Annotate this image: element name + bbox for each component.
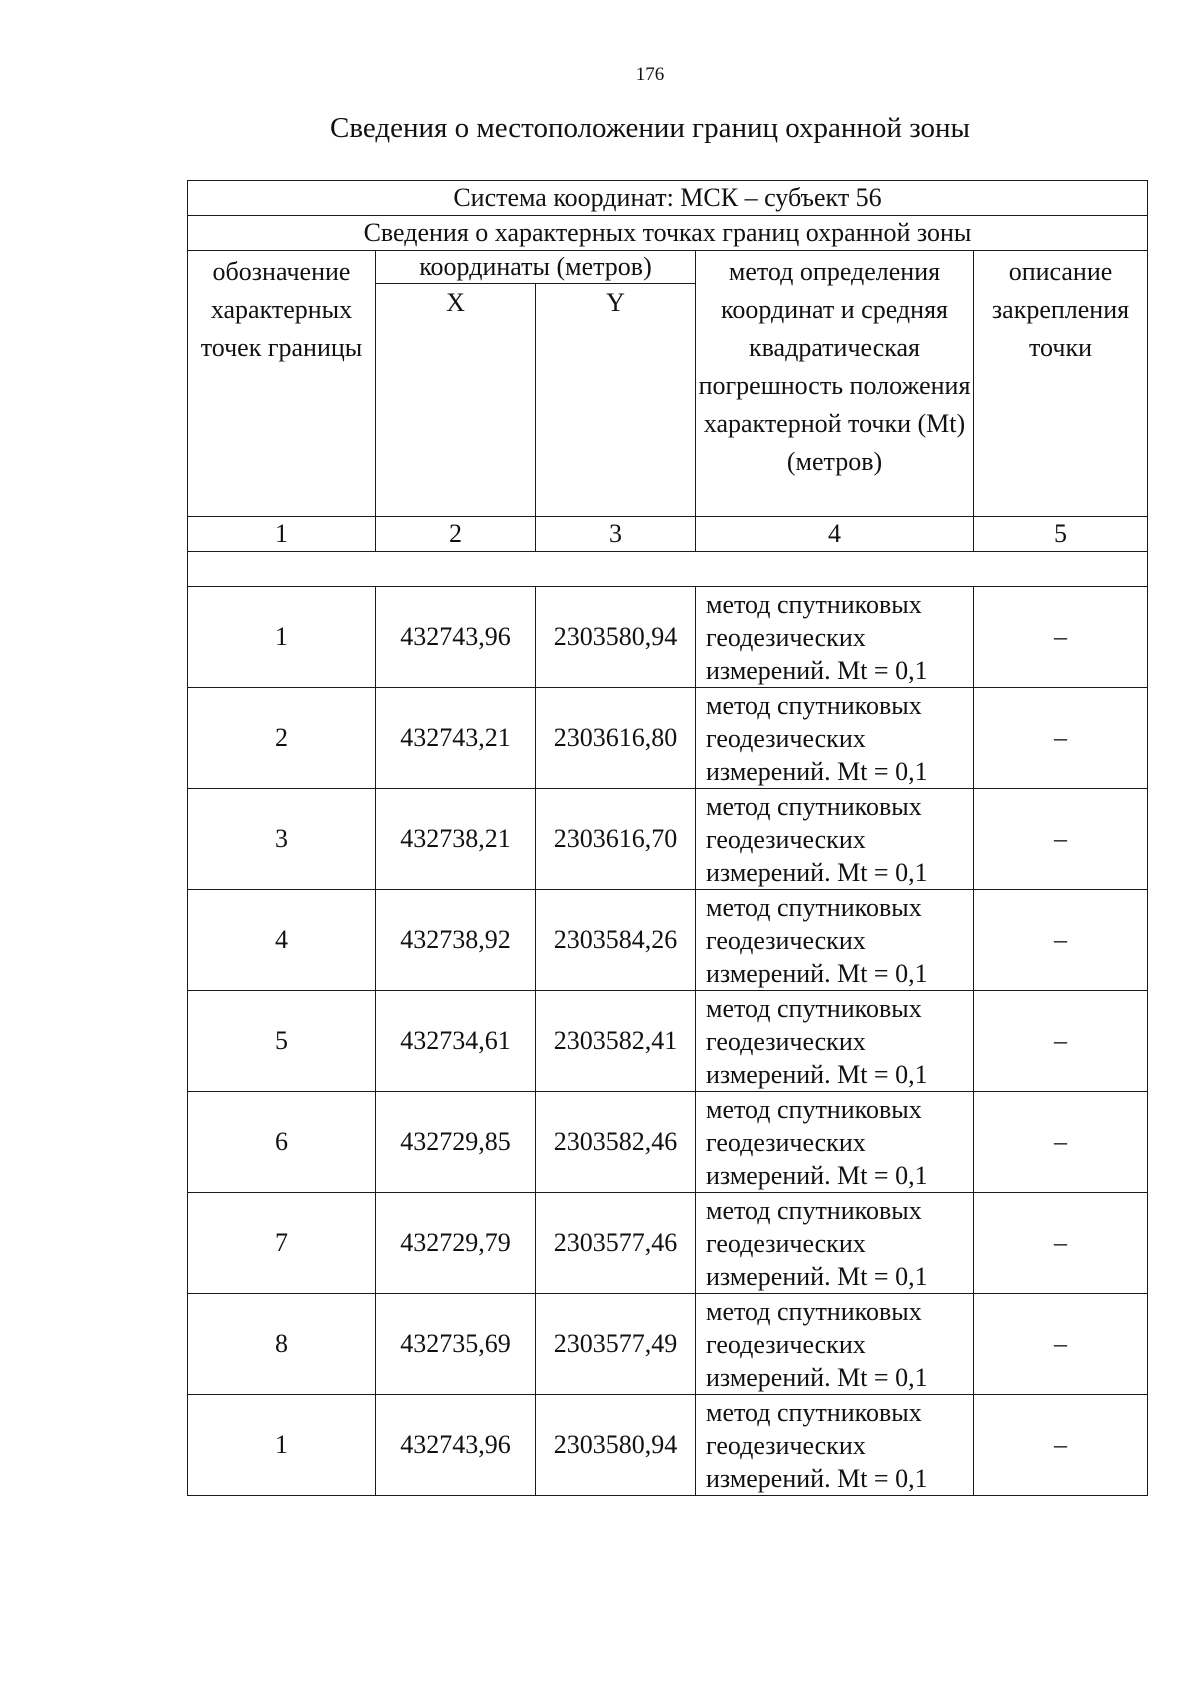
cell-description: – (974, 688, 1148, 789)
cell-point: 2 (188, 688, 376, 789)
cell-description: – (974, 991, 1148, 1092)
table-row (188, 1193, 1148, 1294)
column-number: 4 (696, 517, 974, 552)
column-number-row (188, 517, 1148, 552)
cell-description: – (974, 1294, 1148, 1395)
cell-y: 2303582,41 (536, 991, 696, 1092)
cell-description: – (974, 1193, 1148, 1294)
table-row (188, 688, 1148, 789)
table-row (188, 789, 1148, 890)
cell-y: 2303582,46 (536, 1092, 696, 1193)
cell-method: метод спутниковых геодезических измерений. Mt = 0,1 (696, 1294, 974, 1395)
cell-description: – (974, 587, 1148, 688)
header-method: метод определения координат и средняя квадратическая погрешность положения характерной точки (Mt) (метров) (696, 251, 974, 517)
table-row (188, 587, 1148, 688)
page-number: 176 (635, 64, 665, 85)
column-number: 1 (188, 517, 376, 552)
header-description: описание закрепления точки (974, 251, 1148, 517)
column-number: 2 (376, 517, 536, 552)
cell-x: 432738,92 (376, 890, 536, 991)
cell-point: 3 (188, 789, 376, 890)
header-y: Y (536, 284, 696, 517)
cell-point: 1 (188, 587, 376, 688)
cell-description: – (974, 1395, 1148, 1496)
cell-y: 2303580,94 (536, 1395, 696, 1496)
cell-method: метод спутниковых геодезических измерений. Mt = 0,1 (696, 1092, 974, 1193)
table-row (188, 1395, 1148, 1496)
cell-x: 432738,21 (376, 789, 536, 890)
section-title-row (188, 216, 1148, 251)
cell-point: 5 (188, 991, 376, 1092)
cell-point: 4 (188, 890, 376, 991)
cell-y: 2303584,26 (536, 890, 696, 991)
cell-x: 432729,79 (376, 1193, 536, 1294)
cell-y: 2303580,94 (536, 587, 696, 688)
cell-method: метод спутниковых геодезических измерений. Mt = 0,1 (696, 991, 974, 1092)
empty-row (188, 552, 1148, 587)
column-number: 3 (536, 517, 696, 552)
header-row (188, 251, 1148, 284)
boundary-points-table (187, 180, 1148, 1496)
table-row (188, 890, 1148, 991)
page-title: Сведения о местоположении границ охранной зоны (329, 112, 970, 144)
cell-x: 432743,21 (376, 688, 536, 789)
header-x: X (376, 284, 536, 517)
column-number: 5 (974, 517, 1148, 552)
cell-x: 432743,96 (376, 587, 536, 688)
cell-y: 2303616,70 (536, 789, 696, 890)
table-row (188, 991, 1148, 1092)
cell-y: 2303577,46 (536, 1193, 696, 1294)
section-title: Сведения о характерных точках границ охранной зоны (188, 216, 1148, 251)
cell-y: 2303577,49 (536, 1294, 696, 1395)
cell-method: метод спутниковых геодезических измерений. Mt = 0,1 (696, 1395, 974, 1496)
cell-y: 2303616,80 (536, 688, 696, 789)
table-body (188, 587, 1148, 1496)
cell-method: метод спутниковых геодезических измерений. Mt = 0,1 (696, 587, 974, 688)
cell-point: 1 (188, 1395, 376, 1496)
cell-description: – (974, 1092, 1148, 1193)
cell-point: 7 (188, 1193, 376, 1294)
coordinate-system: Система координат: МСК – субъект 56 (188, 181, 1148, 216)
table-row (188, 1092, 1148, 1193)
cell-point: 8 (188, 1294, 376, 1395)
header-designation: обозначение характерных точек границы (188, 251, 376, 517)
header-coordinates: координаты (метров) (376, 251, 696, 284)
cell-x: 432729,85 (376, 1092, 536, 1193)
cell-description: – (974, 789, 1148, 890)
empty-cell (188, 552, 1148, 587)
cell-x: 432734,61 (376, 991, 536, 1092)
cell-method: метод спутниковых геодезических измерений. Mt = 0,1 (696, 789, 974, 890)
cell-point: 6 (188, 1092, 376, 1193)
table-row (188, 1294, 1148, 1395)
cell-x: 432743,96 (376, 1395, 536, 1496)
cell-method: метод спутниковых геодезических измерений. Mt = 0,1 (696, 688, 974, 789)
cell-method: метод спутниковых геодезических измерений. Mt = 0,1 (696, 890, 974, 991)
cell-x: 432735,69 (376, 1294, 536, 1395)
coordinate-system-row (188, 181, 1148, 216)
cell-description: – (974, 890, 1148, 991)
cell-method: метод спутниковых геодезических измерений. Mt = 0,1 (696, 1193, 974, 1294)
